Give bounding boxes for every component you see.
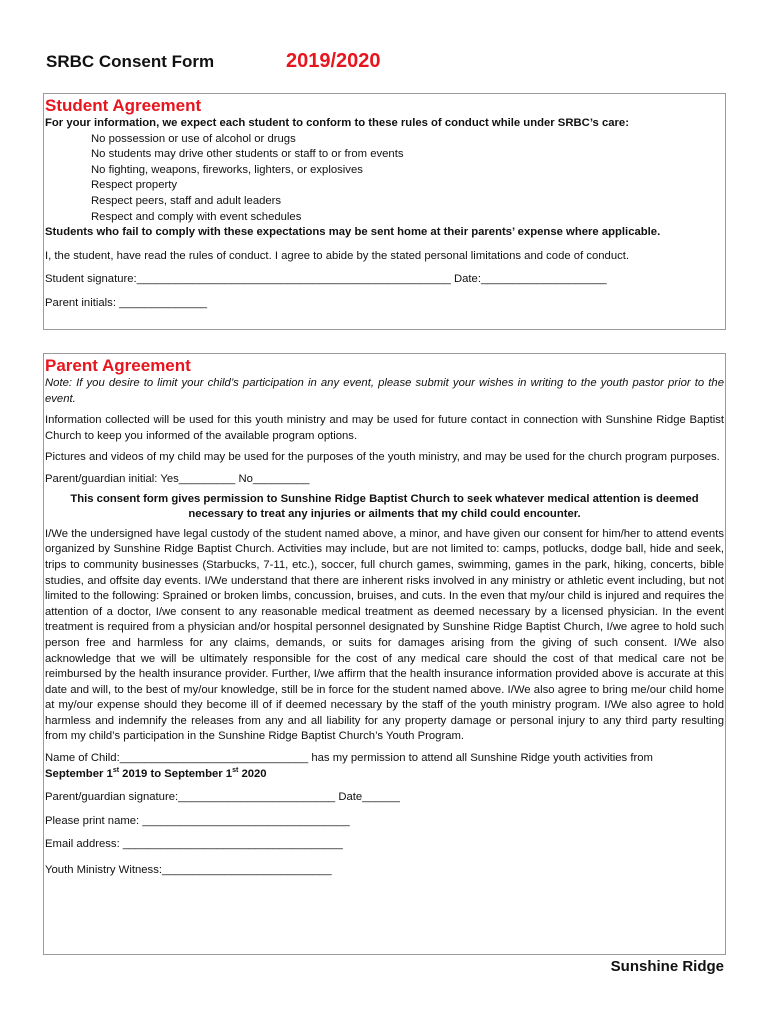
email-address-field[interactable]: Email address: ___________________________________ (45, 838, 343, 851)
parent-agreement-section (43, 353, 726, 955)
student-signature-field[interactable]: Student signature:__________________________________________________ Date:____________________ (45, 273, 607, 286)
activity-dates: September 1st 2019 to September 1st 2020 (45, 766, 267, 780)
form-year: 2019/2020 (286, 50, 381, 72)
rule-item: No possession or use of alcohol or drugs (91, 132, 296, 145)
rule-item: No fighting, weapons, fireworks, lighters, or explosives (91, 163, 363, 176)
print-name-field[interactable]: Please print name: _________________________________ (45, 814, 350, 827)
student-acknowledgement: I, the student, have read the rules of conduct. I agree to abide by the stated personal limitations and code of conduct. (45, 249, 630, 262)
rules-list (44, 132, 725, 226)
rule-item: Respect peers, staff and adult leaders (91, 194, 282, 207)
parent-agreement-title: Parent Agreement (45, 356, 191, 375)
medical-consent-heading: This consent form gives permission to Sunshine Ridge Baptist Church to seek whatever medical attention is deemed necessary to treat any injuries or ailments that my child could encounter. (70, 492, 699, 521)
form-title: SRBC Consent Form (46, 52, 215, 71)
footer-church-name: Sunshine Ridge (610, 958, 724, 975)
rule-item: Respect property (91, 179, 178, 192)
youth-ministry-witness-field[interactable]: Youth Ministry Witness:___________________________ (45, 864, 332, 877)
consent-body-text: I/We the undersigned have legal custody of the student named above, a minor, and have given our consent for him/her to attend events organized by Sunshine Ridge Baptist Church. Activities may include, but are not limited to: camps, potlucks, dodge ball, hide and seek, trips to community businesses (Starbucks, 7-11, etc.), soccer, full church games, swimming, games in the park, hiking, concerts, bible studies, and offsite day events. I/We understand that there are inherent risks involved in any ministry or athletic event including, but not limited to the following: Sprained or broken limbs, concussion, bruises, and cuts. In the even that my/our child is injured and requires the attention of a doctor, I/we consent to any reasonable medical treatment as deemed necessary by a licensed physician. In the event treatment is required from a physician and/or hospital personnel designated by Sunshine Ridge Baptist Church, I/we agree to hold such person free and harmless for any claims, demands, or suits for damages arising from the giving of such consent. I/We also acknowledge that we will be ultimately responsible for the cost of any medical care should the cost of that medical care not be reimbursed by the health insurance provider. Further, I/we affirm that the health insurance information provided above is accurate at this date and will, to the best of my/our knowledge, still be in force for the student named above. I/We also agree to bring me/our child home at my/our expense should they become ill of if deemed necessary by the staff of the youth ministry program. I/We also agree to hold harmless and indemnify the releases from any and all liability for any property damage or personal injury to any third party resulting from my child’s participation in the Sunshine Ridge Baptist Church’s Youth Program. (45, 527, 724, 743)
guardian-signature-field[interactable]: Parent/guardian signature:_________________________ Date______ (45, 791, 400, 804)
student-warning: Students who fail to comply with these expectations may be sent home at their parents’ expense where applicable. (45, 226, 661, 239)
child-name-field[interactable]: Name of Child:______________________________ has my permission to attend all Sunshine Ridge youth activities from (45, 752, 653, 765)
rule-item: No students may drive other students or staff to or from events (91, 148, 404, 161)
rule-item: Respect and comply with event schedules (91, 210, 302, 223)
parent-note: Note: If you desire to limit your child’s participation in any event, please submit your wishes in writing to the youth pastor prior to the event. (45, 377, 724, 405)
student-agreement-title: Student Agreement (45, 96, 202, 115)
guardian-initial-field[interactable]: Parent/guardian initial: Yes_________ No_________ (45, 472, 310, 485)
parent-initials-field[interactable]: Parent initials: ______________ (45, 296, 208, 309)
student-rules-intro: For your information, we expect each student to conform to these rules of conduct while under SRBC’s care: (45, 117, 629, 129)
information-usage-text: Information collected will be used for this youth ministry and may be used for future contact in connection with Sunshine Ridge Baptist Church to keep you informed of the available program options. (45, 414, 724, 442)
student-agreement-section (43, 93, 726, 330)
pictures-usage-text: Pictures and videos of my child may be used for the purposes of the youth ministry, and may be used for the church program purposes. (45, 451, 720, 464)
